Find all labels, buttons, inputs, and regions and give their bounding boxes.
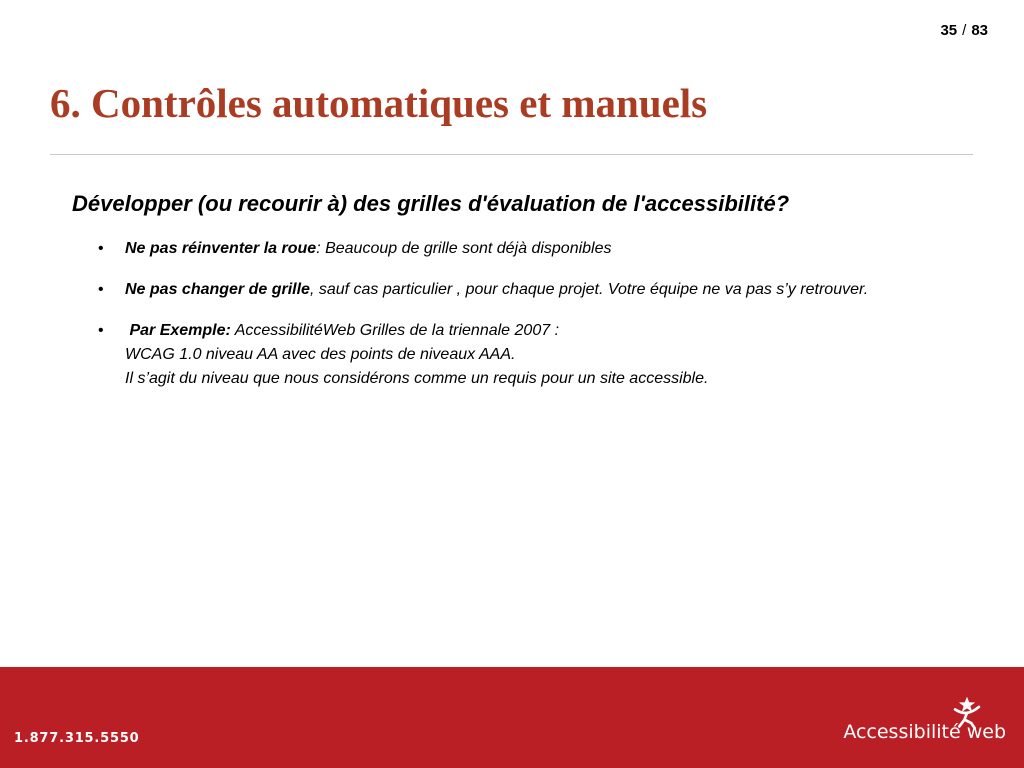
- content-heading: Développer (ou recourir à) des grilles d'évaluation de l'accessibilité?: [72, 191, 790, 216]
- title-divider: [50, 154, 973, 155]
- page-current: 35: [940, 22, 958, 39]
- bullet-first-line: [125, 319, 977, 343]
- phone-number: 1.877.315.5550: [14, 731, 140, 746]
- bullet-item: [98, 278, 977, 302]
- bullet-lead: Ne pas changer de grille: [125, 281, 310, 298]
- slide-content: [72, 188, 977, 408]
- bullet-icon: •: [98, 281, 104, 298]
- bullet-text: : Beaucoup de grille sont déjà disponibles: [316, 240, 612, 257]
- page-separator: /: [962, 22, 967, 39]
- logo-text: Accessibilité web: [843, 721, 1006, 743]
- footer-bar: [0, 667, 1024, 768]
- page-total: 83: [971, 22, 988, 39]
- bullet-icon: •: [98, 240, 104, 257]
- bullet-extra-line: WCAG 1.0 niveau AA avec des points de niveaux AAA.: [125, 346, 516, 363]
- page-counter: [940, 22, 988, 39]
- accessibilite-web-logo[interactable]: [843, 695, 1006, 753]
- bullet-text: , sauf cas particulier , pour chaque projet. Votre équipe ne va pas s’y retrouver.: [309, 281, 869, 298]
- bullet-list: [72, 237, 977, 391]
- bullet-item: [98, 237, 977, 261]
- bullet-text: AccessibilitéWeb Grilles de la triennale 2007 :: [230, 322, 560, 339]
- slide-title: 6. Contrôles automatiques et manuels: [50, 80, 708, 126]
- bullet-item: [98, 319, 977, 391]
- bullet-lead: Par Exemple:: [129, 322, 231, 339]
- bullet-extra-line: Il s’agit du niveau que nous considérons comme un requis pour un site accessible.: [125, 370, 709, 387]
- bullet-lead: Ne pas réinventer la roue: [125, 240, 317, 257]
- bullet-icon: •: [98, 322, 104, 339]
